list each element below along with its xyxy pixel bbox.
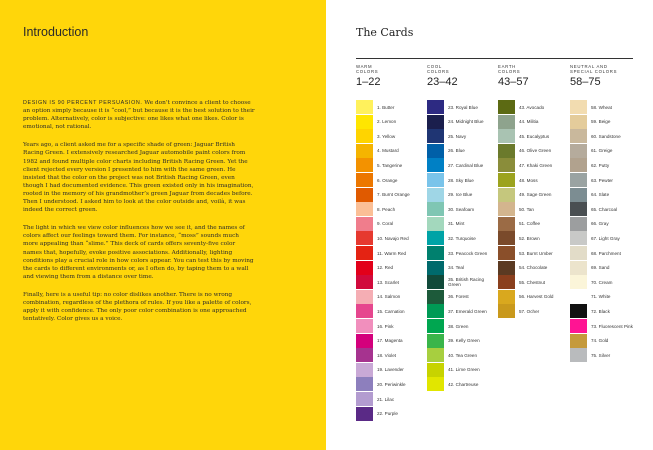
color-swatch (427, 275, 444, 289)
color-swatch (356, 275, 373, 289)
color-card-row (427, 129, 495, 143)
color-swatch (427, 363, 444, 377)
color-card-row (570, 290, 638, 304)
color-card-row (570, 246, 638, 260)
color-swatch (498, 100, 515, 114)
color-swatch (498, 217, 515, 231)
color-swatch (570, 348, 587, 362)
color-swatch (498, 158, 515, 172)
color-swatch (356, 129, 373, 143)
color-name: 44. Militia (519, 119, 539, 125)
color-swatch (427, 129, 444, 143)
color-swatch (570, 290, 587, 304)
color-swatch (356, 363, 373, 377)
color-card-row (570, 319, 638, 333)
color-card-row (356, 144, 424, 158)
color-name: 61. Greige (591, 148, 613, 154)
color-card-row (356, 231, 424, 245)
color-name: 24. Midnight Blue (448, 119, 484, 125)
color-name: 47. Khaki Green (519, 162, 553, 168)
color-swatch (356, 290, 373, 304)
color-swatch (427, 100, 444, 114)
color-card-row (427, 304, 495, 318)
color-card-row (570, 144, 638, 158)
color-card-row (427, 173, 495, 187)
color-card-row (498, 100, 566, 114)
color-name: 7. Burnt Orange (377, 192, 410, 198)
color-name: 48. Moss (519, 177, 538, 183)
color-card-row (570, 304, 638, 318)
color-name: 30. Seafoam (448, 206, 475, 212)
color-card-row (356, 334, 424, 348)
color-card-row (356, 129, 424, 143)
color-swatch (356, 217, 373, 231)
color-card-row (570, 100, 638, 114)
color-card-row (427, 158, 495, 172)
color-swatch (498, 115, 515, 129)
color-swatch (498, 290, 515, 304)
color-card-row (570, 129, 638, 143)
color-name: 59. Beige (591, 119, 611, 125)
paragraph-2: Years ago, a client asked me for a specific shade of green: Jaguar British Racing Green. I extensively researched Jaguar automobile paint colors from 1982 and found multiple color charts including British Racing Green. Yet the client rejected every version I presented to him with the same green. He insisted that the color on the project was not British Racing Green, even though I had documented evidence. This green existed only in his imagination, rooted in the memory of his grandmother’s green Jaguar from decades before. Then I understood. I asked him to look at the color outside and, voilà, it was indeed the correct green. (23, 142, 254, 214)
color-swatch (356, 407, 373, 421)
paragraph-1 (23, 99, 255, 131)
color-name: 23. Royal Blue (448, 104, 478, 110)
color-name: 3. Yellow (377, 133, 396, 139)
color-card-row (356, 100, 424, 114)
color-name: 18. Violet (377, 352, 397, 358)
color-card-row (570, 115, 638, 129)
color-name: 74. Gold (591, 338, 609, 344)
color-card-row (498, 173, 566, 187)
color-swatch (356, 100, 373, 114)
color-name: 71. White (591, 294, 611, 300)
color-card-row (570, 173, 638, 187)
color-swatch (498, 202, 515, 216)
color-card-row (356, 290, 424, 304)
color-name: 67. Light Gray (591, 235, 620, 241)
color-name: 4. Mustard (377, 148, 399, 154)
color-name: 6. Orange (377, 177, 398, 183)
color-name: 63. Pewter (591, 177, 613, 183)
color-name: 34. Teal (448, 265, 465, 271)
color-name: 46. Olive Green (519, 148, 552, 154)
color-group-label: EARTH COLORS (498, 64, 521, 75)
color-name: 54. Chocolate (519, 265, 548, 271)
color-swatch (427, 377, 444, 391)
color-name: 66. Gray (591, 221, 609, 227)
color-card-row (356, 202, 424, 216)
color-name: 19. Lavender (377, 367, 404, 373)
color-name: 21. Lilac (377, 396, 395, 402)
cards-title: The Cards (356, 26, 414, 39)
color-swatch (356, 188, 373, 202)
color-name: 65. Charcoal (591, 206, 618, 212)
color-group-label: COOL COLORS (427, 64, 450, 75)
color-swatch (498, 173, 515, 187)
color-swatch (498, 129, 515, 143)
color-swatch (356, 304, 373, 318)
color-card-row (498, 144, 566, 158)
color-swatch (427, 217, 444, 231)
color-card-row (427, 144, 495, 158)
color-swatch (427, 319, 444, 333)
color-card-row (498, 304, 566, 318)
color-card-row (427, 275, 495, 289)
color-name: 68. Parchment (591, 250, 621, 256)
color-card-row (427, 363, 495, 377)
color-swatch (570, 100, 587, 114)
color-card-row (427, 290, 495, 304)
color-card-row (356, 173, 424, 187)
color-swatch (498, 304, 515, 318)
introduction-page (0, 0, 326, 450)
color-name: 32. Turquoise (448, 235, 476, 241)
color-swatch (498, 188, 515, 202)
color-name: 53. Burnt Umber (519, 250, 553, 256)
color-swatch (356, 158, 373, 172)
color-swatch (356, 115, 373, 129)
color-name: 64. Slate (591, 192, 610, 198)
color-swatch (570, 129, 587, 143)
color-card-row (427, 261, 495, 275)
color-card-row (427, 100, 495, 114)
color-name: 22. Purple (377, 411, 398, 417)
color-name: 15. Carnation (377, 308, 405, 314)
color-card-row (356, 261, 424, 275)
color-name: 33. Peacock Green (448, 250, 488, 256)
color-name: 13. Scarlet (377, 279, 399, 285)
color-card-row (427, 202, 495, 216)
color-card-row (356, 363, 424, 377)
color-card-row (356, 158, 424, 172)
color-name: 49. Sage Green (519, 192, 552, 198)
color-swatch (427, 304, 444, 318)
color-swatch (356, 231, 373, 245)
color-card-row (356, 392, 424, 406)
color-name: 1. Butter (377, 104, 395, 110)
color-name: 58. Wheat (591, 104, 612, 110)
color-group-range: 23–42 (427, 76, 458, 88)
color-name: 56. Harvest Gold (519, 294, 554, 300)
color-swatch (427, 348, 444, 362)
color-group-header (570, 64, 634, 88)
color-swatch (427, 158, 444, 172)
color-card-row (498, 231, 566, 245)
color-card-row (427, 348, 495, 362)
color-card-row (356, 348, 424, 362)
color-card-row (570, 261, 638, 275)
color-swatch (570, 202, 587, 216)
color-swatch (427, 261, 444, 275)
color-name: 39. Kelly Green (448, 338, 480, 344)
color-card-row (570, 231, 638, 245)
color-name: 62. Putty (591, 162, 610, 168)
color-name: 51. Coffee (519, 221, 541, 227)
color-name: 27. Cardinal Blue (448, 162, 484, 168)
color-name: 9. Coral (377, 221, 394, 227)
color-card-row (427, 115, 495, 129)
color-swatch (356, 377, 373, 391)
color-name: 5. Tangerine (377, 162, 403, 168)
color-card-row (570, 188, 638, 202)
color-card-row (356, 407, 424, 421)
cards-page (326, 0, 653, 450)
color-name: 17. Magenta (377, 338, 403, 344)
color-card-row (427, 246, 495, 260)
color-swatch (427, 290, 444, 304)
color-card-row (498, 217, 566, 231)
introduction-body (23, 99, 255, 333)
color-name: 38. Green (448, 323, 469, 329)
color-card-row (498, 115, 566, 129)
color-swatch (570, 304, 587, 318)
color-card-row (498, 290, 566, 304)
paragraph-1-text: We don’t convince a client to choose an option simply because it is “cool,” but because it is the best solution to their problem. Alternatively, color is subjective: one likes what one likes. Color is emotional, not rational. (23, 100, 255, 131)
color-name: 50. Tan (519, 206, 534, 212)
color-swatch (570, 158, 587, 172)
color-name: 40. Tea Green (448, 352, 478, 358)
color-name: 28. Sky Blue (448, 177, 474, 183)
color-name: 45. Eucalyptus (519, 133, 550, 139)
color-card-row (498, 188, 566, 202)
color-name: 55. Chestnut (519, 279, 546, 285)
divider (356, 58, 633, 59)
color-group-range: 58–75 (570, 76, 601, 88)
color-card-row (498, 129, 566, 143)
color-card-row (356, 275, 424, 289)
paragraph-4: Finally, here is a useful tip: no color dislikes another. There is no wrong combination, regardless of the plethora of rules. If you like a palette of colors, apply it with confidence. The only poor color combination is one approached tentatively. Color gives us a voice. (23, 291, 252, 323)
color-swatch (356, 173, 373, 187)
color-card-row (356, 377, 424, 391)
lead-in: DESIGN IS 90 PERCENT PERSUASION. (23, 100, 143, 106)
color-group-label: NEUTRAL AND SPECIAL COLORS (570, 64, 618, 75)
color-swatch (570, 115, 587, 129)
color-swatch (427, 173, 444, 187)
color-name: 43. Avocado (519, 104, 545, 110)
color-card-row (356, 304, 424, 318)
color-swatch (356, 261, 373, 275)
color-swatch (427, 188, 444, 202)
color-swatch (498, 275, 515, 289)
color-swatch (427, 115, 444, 129)
color-swatch (498, 246, 515, 260)
color-group-header (356, 64, 420, 88)
color-swatch (570, 173, 587, 187)
color-name: 26. Blue (448, 148, 465, 154)
color-card-row (570, 158, 638, 172)
color-name: 25. Navy (448, 133, 467, 139)
color-name: 41. Lime Green (448, 367, 480, 373)
color-swatch (356, 246, 373, 260)
color-name: 11. Warm Red (377, 250, 407, 256)
color-card-row (570, 348, 638, 362)
color-name: 37. Emerald Green (448, 308, 487, 314)
color-name: 14. Salmon (377, 294, 401, 300)
color-group-header (498, 64, 562, 88)
color-group-label: WARM COLORS (356, 64, 379, 75)
color-swatch (570, 231, 587, 245)
color-card-row (570, 217, 638, 231)
color-name: 12. Red (377, 265, 394, 271)
color-card-row (427, 334, 495, 348)
color-name: 10. Navajo Red (377, 235, 409, 241)
color-swatch (356, 202, 373, 216)
color-group-header (427, 64, 491, 88)
color-name: 57. Ocher (519, 308, 540, 314)
color-card-row (356, 188, 424, 202)
color-name: 73. Fluorescent Pink (591, 323, 633, 329)
color-card-row (498, 202, 566, 216)
color-swatch (427, 246, 444, 260)
paragraph-3: The light in which we view color influences how we see it, and the names of colors affect our feelings toward them. For instance, “moss” sounds much more appealing than “slime.” This deck of cards offers seventy-five color names that, hopefully, evoke positive associations. Additionally, lighting conditions play a crucial role in how colors appear. You can test this by moving the cards to different environments or, as I often do, by taping them to a wall and viewing them from a distance over time. (23, 225, 254, 280)
color-name: 29. Ice Blue (448, 192, 473, 198)
color-name: 75. Silver (591, 352, 611, 358)
color-swatch (498, 144, 515, 158)
color-swatch (570, 319, 587, 333)
color-card-row (427, 377, 495, 391)
color-card-row (427, 188, 495, 202)
color-swatch (570, 261, 587, 275)
color-name: 35. British Racing Green (448, 277, 485, 288)
color-card-row (498, 261, 566, 275)
color-name: 52. Brown (519, 235, 540, 241)
color-card-row (427, 319, 495, 333)
color-group-range: 1–22 (356, 76, 381, 88)
color-swatch (498, 231, 515, 245)
color-name: 20. Periwinkle (377, 381, 406, 387)
color-swatch (570, 246, 587, 260)
color-group-range: 43–57 (498, 76, 529, 88)
color-name: 69. Sand (591, 265, 610, 271)
color-name: 72. Black (591, 308, 610, 314)
color-swatch (356, 144, 373, 158)
color-swatch (498, 261, 515, 275)
color-name: 36. Forest (448, 294, 469, 300)
color-swatch (356, 392, 373, 406)
color-swatch (427, 334, 444, 348)
color-name: 31. Mint (448, 221, 465, 227)
color-swatch (570, 275, 587, 289)
color-card-row (427, 217, 495, 231)
color-name: 8. Peach (377, 206, 396, 212)
color-swatch (356, 319, 373, 333)
color-swatch (570, 217, 587, 231)
color-card-row (427, 231, 495, 245)
color-card-row (356, 319, 424, 333)
color-card-row (570, 334, 638, 348)
color-card-row (498, 246, 566, 260)
color-swatch (427, 231, 444, 245)
color-swatch (570, 334, 587, 348)
color-card-row (356, 246, 424, 260)
color-swatch (427, 144, 444, 158)
color-swatch (356, 348, 373, 362)
color-card-row (570, 202, 638, 216)
color-swatch (570, 188, 587, 202)
color-name: 60. Sandstone (591, 133, 621, 139)
color-swatch (356, 334, 373, 348)
introduction-title: Introduction (23, 25, 89, 39)
color-card-row (356, 217, 424, 231)
color-name: 42. Chartreuse (448, 381, 479, 387)
color-name: 2. Lemon (377, 119, 397, 125)
color-card-row (498, 158, 566, 172)
color-name: 16. Pink (377, 323, 394, 329)
color-card-row (498, 275, 566, 289)
color-swatch (427, 202, 444, 216)
color-card-row (570, 275, 638, 289)
color-card-row (356, 115, 424, 129)
color-swatch (570, 144, 587, 158)
color-name: 70. Cream (591, 279, 613, 285)
